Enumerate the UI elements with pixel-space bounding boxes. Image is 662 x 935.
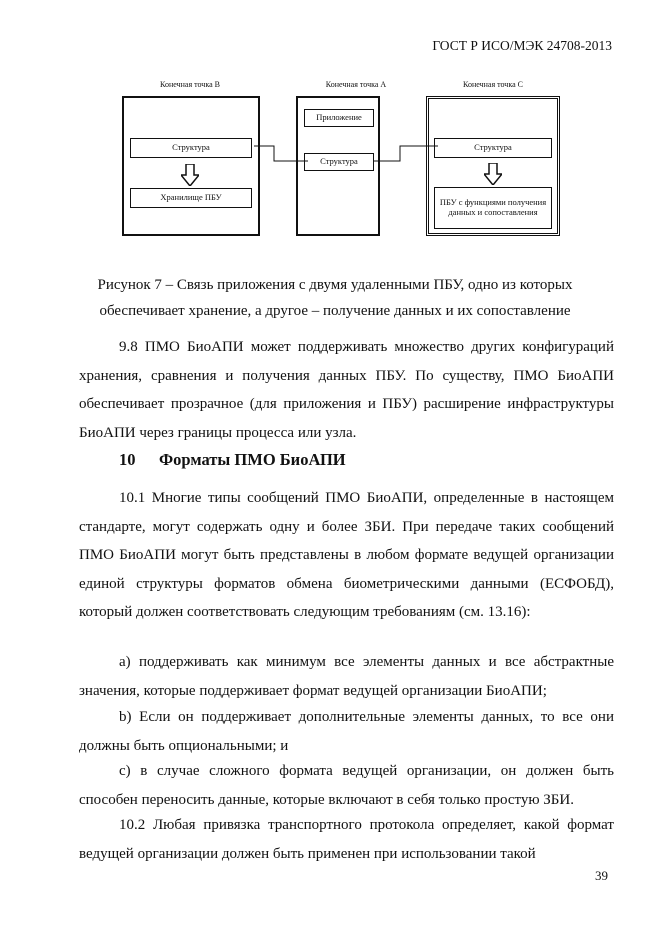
list-item-b: b) Если он поддерживает дополнительные элементы данных, то все они должны быть опциональными; и: [79, 709, 614, 754]
endpoint-c-structure: Структура: [434, 138, 552, 158]
endpoint-b-box: [122, 96, 260, 236]
endpoint-a-structure: Структура: [304, 153, 374, 171]
arrow-down-icon: [181, 164, 199, 186]
endpoint-a-application: Приложение: [304, 109, 374, 127]
endpoint-b-label: Конечная точка B: [160, 80, 220, 89]
list-item-a: a) поддерживать как минимум все элементы данных и все абстрактные значения, которые поддерживает формат ведущей организации БиоАПИ;: [79, 654, 614, 699]
endpoint-c-pbu-retrieval: ПБУ с функциями получения данных и сопоставления: [434, 187, 552, 229]
section-title: Форматы ПМО БиоАПИ: [159, 450, 346, 469]
figure-caption: Рисунок 7 – Связь приложения с двумя удаленными ПБУ, одно из которых обеспечивает хранение, а другое – получение данных и их сопоставление: [97, 277, 573, 319]
endpoint-c-label: Конечная точка C: [463, 80, 523, 89]
document-header: ГОСТ Р ИСО/МЭК 24708-2013: [432, 38, 612, 53]
page-number: 39: [595, 868, 608, 883]
section-heading: [119, 450, 346, 470]
list-item-c: c) в случае сложного формата ведущей организации, он должен быть способен переносить данные, которые включают в себя только простую ЗБИ.: [79, 763, 614, 808]
endpoint-b-pbu-storage: Хранилище ПБУ: [130, 188, 252, 208]
section-number: 10: [119, 450, 136, 469]
endpoint-a-label: Конечная точка A: [325, 80, 387, 89]
paragraph-9-8: 9.8 ПМО БиоАПИ может поддерживать множество других конфигураций хранения, сравнения и получения данных ПБУ. По существу, ПМО БиоАПИ обеспечивает прозрачное (для приложения и ПБУ) расширение инфраструктуры БиоАПИ через границы процесса или узла.: [79, 339, 614, 441]
endpoint-c-box: [426, 96, 560, 236]
figure-7-diagram: [110, 80, 570, 240]
endpoint-a-box: [296, 96, 380, 236]
arrow-down-icon: [484, 163, 502, 185]
paragraph-10-2: 10.2 Любая привязка транспортного протокола определяет, какой формат ведущей организации должен быть применен при использовании такой: [79, 817, 614, 862]
paragraph-10-1: 10.1 Многие типы сообщений ПМО БиоАПИ, определенные в настоящем стандарте, могут содержать одну и более ЗБИ. При передаче таких сообщений ПМО БиоАПИ могут быть представлены в любом формате ведущей организации единой структуры форматов обмена биометрическими данными (ЕСФОБД), который должен соответствовать следующим требованиям (см. 13.16):: [79, 490, 614, 620]
endpoint-b-structure: Структура: [130, 138, 252, 158]
